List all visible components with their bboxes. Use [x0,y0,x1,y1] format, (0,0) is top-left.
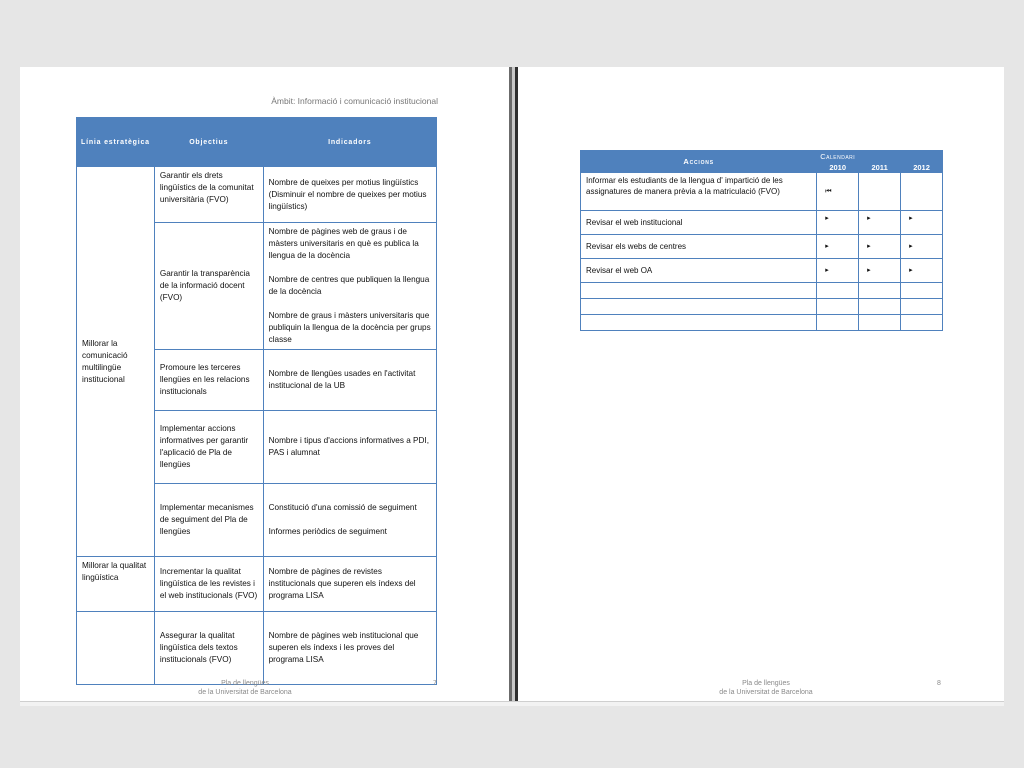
calendar-mark: ⏮ [817,173,859,211]
objectiu-cell: Promoure les terceres llengües en les relacions institucionals [154,350,263,411]
table-row [581,211,943,235]
footer-line: Pla de llengües [742,680,790,687]
column-header: Objectius [154,118,263,167]
column-header: Indicadors [263,118,436,167]
accio-cell [581,299,817,315]
indicador-text: Constitució d'una comissió de seguiment [268,503,417,512]
column-header-accions: Accions [581,151,817,173]
indicador-text: Nombre de graus i màsters universitaris que publiquin la llengua de la docència per grups classe [268,311,431,344]
calendar-mark [817,315,859,331]
column-header-calendari: Calendari [817,151,943,162]
document-page-left [20,67,509,701]
objectiu-cell: Garantir la transparència de la informació docent (FVO) [154,223,263,350]
accio-cell [581,315,817,331]
page-number: 8 [937,680,941,687]
indicador-text: Informes periòdics de seguiment [268,527,387,536]
document-page-right [518,67,1004,701]
year-header: 2011 [859,162,901,173]
page-divider [509,67,518,701]
calendar-mark: ▸ [859,211,901,235]
column-header: Línia estratègica [77,118,155,167]
table-row [581,315,943,331]
strategy-table [76,117,437,685]
calendar-mark [901,315,943,331]
page-number: 7 [433,680,437,687]
footer-line: de la Universitat de Barcelona [198,689,292,696]
page-footer [175,679,315,697]
indicador-text: Nombre de centres que publiquen la llengua de la docència [268,275,430,296]
calendar-mark [817,283,859,299]
indicador-cell: Nombre i tipus d'accions informatives a PDI, PAS i alumnat [263,411,436,484]
calendar-mark [859,299,901,315]
linia-cell: Millorar la comunicació multilingüe institucional [77,167,155,557]
footer-line: Pla de llengües [221,680,269,687]
table-row [581,235,943,259]
calendar-mark: ▸ [901,259,943,283]
linia-cell [77,612,155,685]
calendar-mark: ▸ [817,211,859,235]
calendar-mark: ▸ [901,211,943,235]
table-row [581,299,943,315]
calendar-mark [859,173,901,211]
indicador-cell: Nombre de queixes per motius lingüístics (Disminuir el nombre de queixes per motius lingüístics) [263,167,436,223]
indicador-cell [263,223,436,350]
calendar-mark: ▸ [859,259,901,283]
calendar-mark: ▸ [817,259,859,283]
indicador-cell: Nombre de pàgines web institucional que superen els índexs i les proves del programa LISA [263,612,436,685]
table-row [581,259,943,283]
table-row [77,557,437,612]
indicador-text: Nombre de pàgines web de graus i de màsters universitaris en què es publica la llengua de la docència [268,227,419,260]
calendar-mark [817,299,859,315]
accio-cell: Informar els estudiants de la llengua d' impartició de les assignatures de manera prèvia a la matriculació (FVO) [581,173,817,211]
actions-calendar-table [580,150,943,331]
section-header: Àmbit: Informació i comunicació institucional [271,96,438,106]
accio-cell: Revisar el web OA [581,259,817,283]
table-row [581,173,943,211]
table-row [77,612,437,685]
indicador-cell: Nombre de llengües usades en l'activitat institucional de la UB [263,350,436,411]
year-header: 2012 [901,162,943,173]
objectiu-cell: Incrementar la qualitat lingüística de les revistes i el web institucionals (FVO) [154,557,263,612]
accio-cell: Revisar el web institucional [581,211,817,235]
bottom-strip [20,701,1004,706]
calendar-mark [901,173,943,211]
calendar-mark: ▸ [817,235,859,259]
year-header: 2010 [817,162,859,173]
calendar-mark [859,315,901,331]
calendar-mark [901,283,943,299]
table-row [581,283,943,299]
calendar-mark [859,283,901,299]
accio-cell [581,283,817,299]
objectiu-cell: Implementar accions informatives per garantir l'aplicació de Pla de llengües [154,411,263,484]
objectiu-cell: Assegurar la qualitat lingüística dels textos institucionals (FVO) [154,612,263,685]
indicador-cell: Nombre de pàgines de revistes institucionals que superen els índexs del programa LISA [263,557,436,612]
indicador-cell [263,484,436,557]
calendar-mark [901,299,943,315]
objectiu-cell: Implementar mecanismes de seguiment del Pla de llengües [154,484,263,557]
calendar-mark: ▸ [901,235,943,259]
table-header-row [77,118,437,167]
page-footer [696,679,836,697]
calendar-mark: ▸ [859,235,901,259]
linia-cell: Millorar la qualitat lingüística [77,557,155,612]
objectiu-cell: Garantir els drets lingüístics de la comunitat universitària (FVO) [154,167,263,223]
accio-cell: Revisar els webs de centres [581,235,817,259]
table-header-row [581,151,943,162]
table-row [77,167,437,223]
footer-line: de la Universitat de Barcelona [719,689,813,696]
